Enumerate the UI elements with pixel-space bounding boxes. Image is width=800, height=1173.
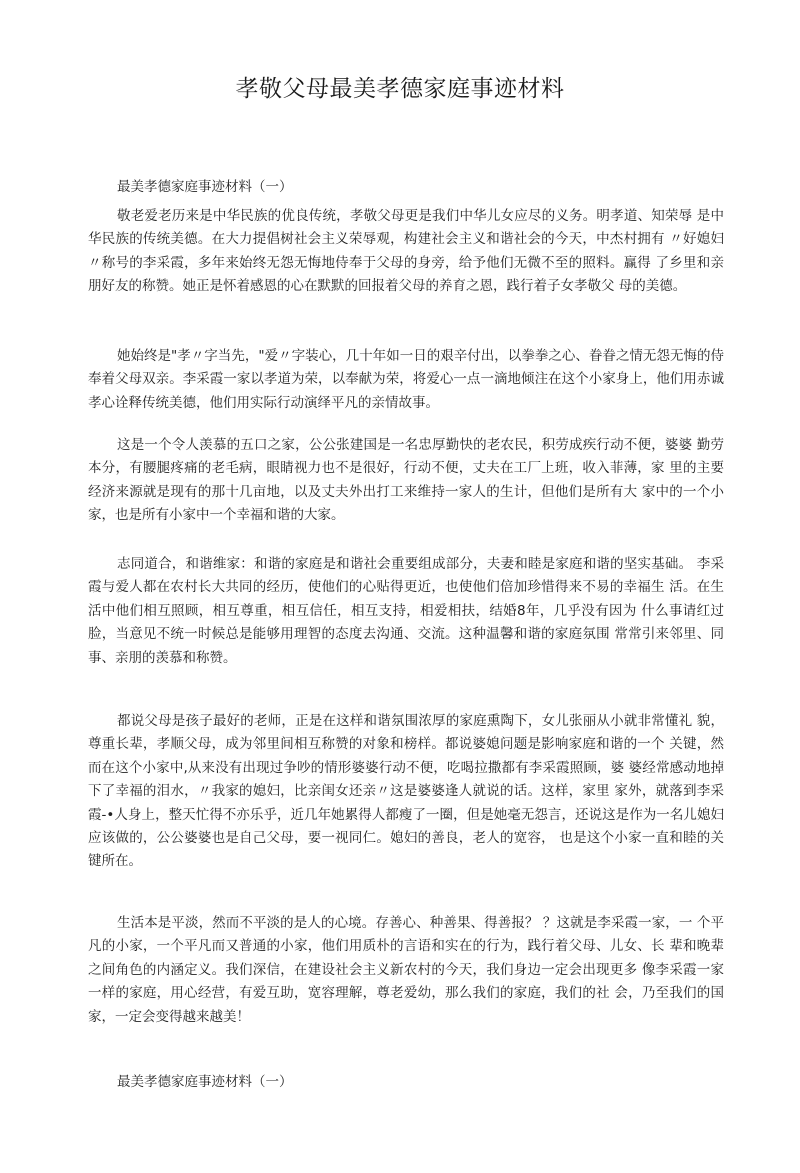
paragraph-1: 敬老爱老历来是中华民族的优良传统，孝敬父母更是我们中华儿女应尽的义务。明孝道、知荣辱 是中华民族的传统美德。在大力提倡树社会主义荣辱观，构建社会主义和谐社会的今天，中杰村拥有 〃好媳妇〃称号的李采霞，多年来始终无怨无悔地侍奉于父母的身旁，给予他们无微不至的照料。赢得 了乡里和亲朋好友的称赞。她正是怀着感恩的心在默默的回报着父母的养育之恩，践行着子女孝敬父 母的美德。 xyxy=(88,208,724,295)
document-title: 孝敬父母最美孝德家庭事迹材料 xyxy=(235,76,565,102)
paragraph-4: 志同道合，和谐维家：和谐的家庭是和谐社会重要组成部分，夫妻和睦是家庭和谐的坚实基础。 李采霞与爱人都在农村长大共同的经历，使他们的心贴得更近，也使他们倍加珍惜得来不易的幸福生 活。在生活中他们相互照顾，相互尊重，相互信任，相互支持，相爱相扶，结婚8年，几乎没有因为 什么事请红过脸，当意见不统一时候总是能够用理智的态度去沟通、交流。这种温馨和谐的家庭氛围 常常引来邻里、同事、亲朋的羡慕和称赞。 xyxy=(88,556,724,666)
section-heading-1: 最美孝德家庭事迹材料（一） xyxy=(117,179,293,195)
paragraph-2: 她始终是"孝〃字当先，"爱〃字装心，几十年如一日的艰辛付出，以拳拳之心、眷眷之情无怨无悔的侍奉着父母双亲。李采霞一家以孝道为荣，以奉献为荣，将爱心一点一滴地倾注在这个小家身上，他们用赤诚孝心诠释传统美德，他们用实际行动演绎平凡的亲情故事。 xyxy=(88,348,724,411)
paragraph-3: 这是一个令人羡慕的五口之家，公公张建国是一名忠厚勤快的老农民，积劳成疾行动不便，婆婆 勤劳本分，有腰腿疼痛的老毛病，眼睛视力也不是很好，行动不便，丈夫在工厂上班，收入菲薄，家 里的主要经济来源就是现有的那十几亩地，以及丈夫外出打工来维持一家人的生计，但他们是所有大 家中的一个小家，也是所有小家中一个幸福和谐的大家。 xyxy=(88,437,724,524)
paragraph-5: 都说父母是孩子最好的老师，正是在这样和谐氛围浓厚的家庭熏陶下，女儿张丽从小就非常懂礼 貌，尊重长辈，孝顺父母，成为邻里间相互称赞的对象和榜样。都说婆媳问题是影响家庭和谐的一个 关键，然而在这个小家中,从来没有出现过争吵的情形婆婆行动不便，吃喝拉撒都有李采霞照顾，婆 婆经常感动地掉下了幸福的泪水，〃我家的媳妇，比亲闺女还亲〃这是婆婆逢人就说的话。这样，家里 家外，就落到李采霞-•人身上，整天忙得不亦乐乎，近几年她累得人都瘦了一圈，但是她毫无怨言，还说这是作为一名儿媳妇应该做的，公公婆婆也是自己父母，要一视同仁。媳妇的善良，老人的宽容， 也是这个小家一直和睦的关键所在。 xyxy=(88,713,724,870)
section-heading-2: 最美孝德家庭事迹材料（一） xyxy=(117,1074,293,1090)
paragraph-6: 生活本是平淡，然而不平淡的是人的心境。存善心、种善果、得善报？ ？这就是李采霞一家，一 个平凡的小家，一个平凡而又普通的小家，他们用质朴的言语和实在的行为，践行着父母、儿女、长 辈和晚辈之间角色的内涵定义。我们深信，在建设社会主义新农村的今天，我们身边一定会出现更多 像李采霞一家一样的家庭，用心经营，有爱互助，宽容理解，尊老爱幼，那么我们的家庭，我们的社 会，乃至我们的国家，一定会变得越来越美！ xyxy=(88,915,724,1025)
